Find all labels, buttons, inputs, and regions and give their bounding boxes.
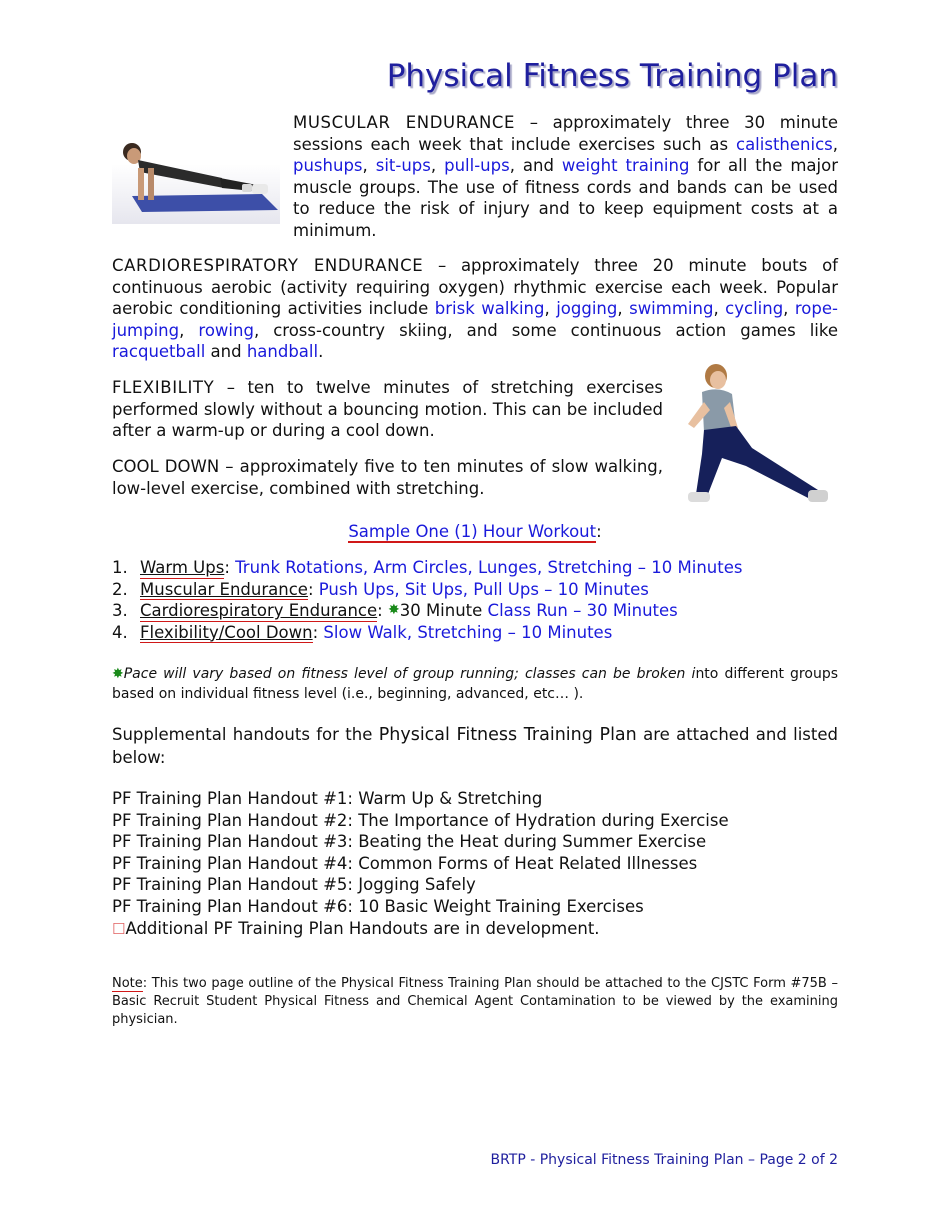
list-item: PF Training Plan Handout #5: Jogging Safely bbox=[112, 875, 476, 895]
asterisk-star-icon: ✸ bbox=[387, 602, 400, 619]
link-brisk-walking[interactable]: brisk walking bbox=[434, 299, 545, 319]
link-swimming[interactable]: swimming bbox=[629, 299, 714, 319]
list-item: PF Training Plan Handout #1: Warm Up & Stretching bbox=[112, 789, 543, 808]
workout-item: 2. Muscular Endurance : Push Ups , Sit Ups , Pull Ups – 10 Minutes bbox=[112, 579, 649, 599]
cool-down-paragraph: COOL DOWN – approximately five to ten minutes of slow walking, low-level exercise, combined with stretching. bbox=[112, 457, 663, 498]
asterisk-star-icon: ✸ bbox=[112, 666, 124, 682]
sample-workout-heading: Sample One (1) Hour Workout: bbox=[348, 522, 602, 541]
workout-item: 3. Cardiorespiratory Endurance : ✸ 30 Minute Class Run – 30 Minutes bbox=[112, 601, 678, 621]
workout-label-flexibility: Flexibility/Cool Down bbox=[140, 622, 313, 642]
stretching-exercise-image bbox=[668, 362, 840, 512]
link-handball[interactable]: handball bbox=[246, 342, 319, 362]
link-jogging[interactable]: jogging bbox=[556, 299, 618, 319]
note-label: Note bbox=[112, 976, 143, 991]
checkbox-icon: ☐ bbox=[112, 919, 126, 938]
link-rope-jumping[interactable]: rope-jumping bbox=[112, 299, 838, 340]
link-sit-ups[interactable]: sit-ups bbox=[375, 156, 431, 176]
workout-item: 4. Flexibility/Cool Down : Slow Walk , Stretching – 10 Minutes bbox=[112, 622, 613, 642]
handout-list bbox=[112, 788, 838, 939]
link-weight-training[interactable]: weight training bbox=[561, 156, 690, 176]
list-item: PF Training Plan Handout #4: Common Forms of Heat Related Illnesses bbox=[112, 853, 698, 873]
page-footer: BRTP - Physical Fitness Training Plan – Page 2 of 2 bbox=[490, 1152, 838, 1168]
workout-item: 1. Warm Ups : Trunk Rotations , Arm Circles, Lunges , Stretching – 10 Minutes bbox=[112, 558, 743, 577]
workout-list bbox=[112, 557, 838, 643]
link-pull-ups[interactable]: pull-ups bbox=[444, 156, 510, 176]
muscular-endurance-paragraph: MUSCULAR ENDURANCE – approximately three 30 minute sessions each week that include exercises such as calisthenics, pushups, sit-ups, pull-ups, and weight training for all the major muscle groups. The use of fitness cords and bands can be used to reduce the risk of injury and to keep equipment costs at a minimum. bbox=[293, 113, 838, 240]
cardiorespiratory-paragraph: CARDIORESPIRATORY ENDURANCE – approximately three 20 minute bouts of continuous aerobic (activity requiring oxygen) rhythmic exercise each week. Popular aerobic conditioning activities include brisk walking, jogging, swimming, cycling, rope-jumping, rowing, cross-country skiing, and some continuous action games like racquetball and handball. bbox=[112, 256, 839, 362]
flexibility-paragraph: FLEXIBILITY – ten to twelve minutes of stretching exercises performed slowly without a bouncing motion. This can be included after a warm-up or during a cool down. bbox=[112, 378, 663, 441]
muscular-endurance-heading: MUSCULAR ENDURANCE bbox=[293, 113, 516, 132]
pace-note: ✸Pace will vary based on fitness level of group running; classes can be broken into different groups based on individual fitness level (i.e., beginning, advanced, etc… ). bbox=[112, 666, 838, 702]
note-paragraph: Note: This two page outline of the Physical Fitness Training Plan should be attached to the CJSTC Form #75B – Basic Recruit Student Physical Fitness and Chemical Agent Contamination to be viewed by the examining physician. bbox=[112, 976, 838, 1027]
cool-down-heading: COOL DOWN bbox=[112, 457, 220, 476]
list-item: PF Training Plan Handout #2: The Importance of Hydration during Exercise bbox=[112, 810, 729, 830]
list-item: PF Training Plan Handout #3: Beating the Heat during Summer Exercise bbox=[112, 832, 707, 852]
supplemental-paragraph: Supplemental handouts for the Physical Fitness Training Plan are attached and listed below: bbox=[112, 725, 838, 767]
link-cycling[interactable]: cycling bbox=[725, 299, 784, 319]
workout-label-warm-ups: Warm Ups bbox=[140, 558, 225, 577]
cardiorespiratory-heading: CARDIORESPIRATORY ENDURANCE bbox=[112, 256, 424, 275]
link-pushups[interactable]: pushups bbox=[293, 156, 363, 176]
additional-handouts-item: ☐Additional PF Training Plan Handouts are in development. bbox=[112, 918, 600, 938]
link-racquetball[interactable]: racquetball bbox=[112, 342, 206, 362]
flexibility-heading: FLEXIBILITY bbox=[112, 378, 215, 397]
pushup-exercise-image bbox=[112, 134, 280, 224]
list-item: PF Training Plan Handout #6: 10 Basic Weight Training Exercises bbox=[112, 896, 644, 916]
link-calisthenics[interactable]: calisthenics bbox=[736, 134, 833, 154]
sample-workout-title: Sample One (1) Hour Workout bbox=[348, 522, 597, 541]
workout-label-muscular-endurance: Muscular Endurance bbox=[140, 579, 308, 599]
workout-label-cardiorespiratory: Cardiorespiratory Endurance bbox=[140, 601, 378, 621]
page-title: Physical Fitness Training Plan bbox=[386, 58, 838, 94]
link-rowing[interactable]: rowing bbox=[198, 320, 254, 340]
